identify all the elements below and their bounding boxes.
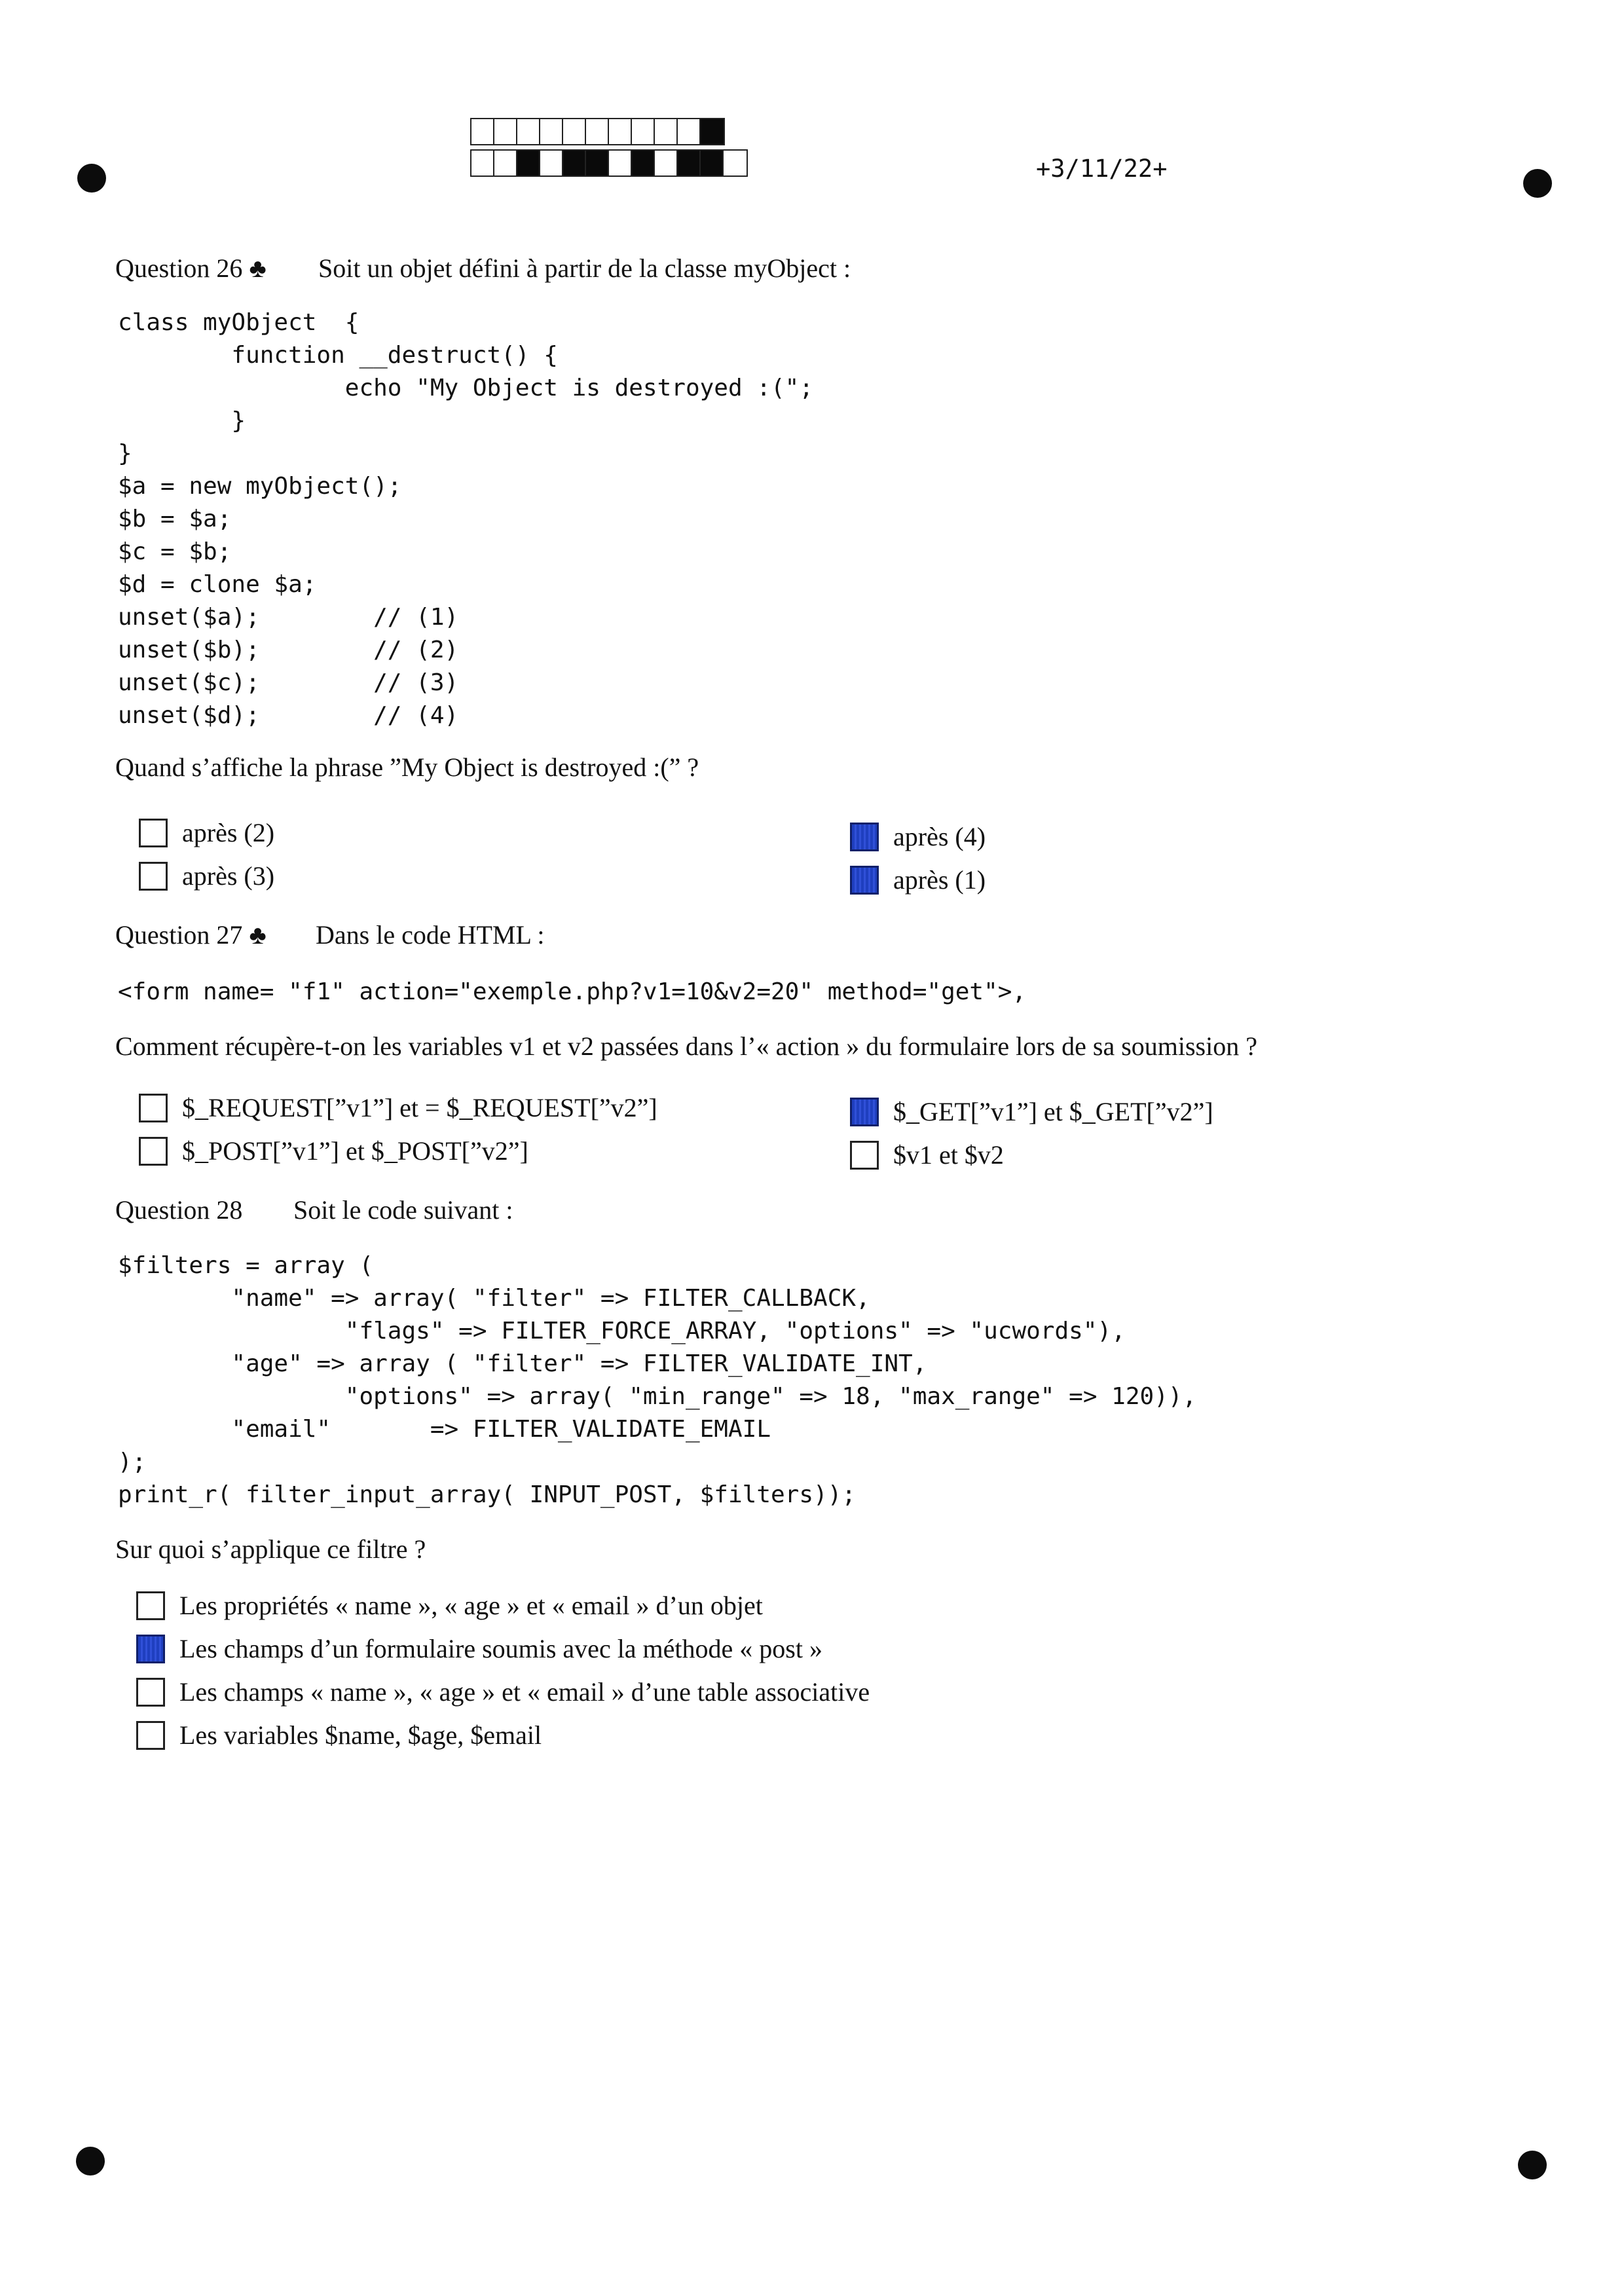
- id-grid-cell: [632, 151, 655, 176]
- id-grid-cell: [701, 151, 724, 176]
- page-id: +3/11/22+: [1036, 155, 1168, 183]
- id-grid-cell: [586, 151, 609, 176]
- id-grid-cell: [563, 151, 586, 176]
- question-26-code: class myObject { function __destruct() { echo "My Object is destroyed :("; } } $a = new myObject(); $b = $a; $c = $b; $d = clone $a; unset($a); // (1) unset($b); // (2) unset($c); // (3) unset($d); // (4): [118, 309, 814, 729]
- id-grid-cell: [586, 119, 609, 144]
- checkbox[interactable]: [850, 823, 879, 851]
- question-27-header: [115, 919, 545, 950]
- q27-option-3[interactable]: [850, 1096, 1213, 1127]
- question-28-header: [115, 1194, 513, 1225]
- id-grid-cell: [632, 119, 655, 144]
- registration-dot-bottom-right: [1518, 2151, 1547, 2179]
- option-label: $_REQUEST[”v1”] et = $_REQUEST[”v2”]: [182, 1093, 657, 1122]
- question-27-code: <form name= "f1" action="exemple.php?v1=10&v2=20" method="get">,: [118, 978, 1027, 1005]
- checkbox[interactable]: [136, 1591, 165, 1620]
- id-grid-bottom: [470, 149, 748, 177]
- q27-option-1[interactable]: [139, 1092, 657, 1123]
- option-label: $v1 et $v2: [893, 1140, 1004, 1170]
- checkbox[interactable]: [139, 1137, 168, 1166]
- id-grid-cell: [471, 151, 494, 176]
- question-26-header: [115, 253, 851, 284]
- q27-option-2[interactable]: [139, 1136, 528, 1166]
- option-label: Les propriétés « name », « age » et « email » d’un objet: [179, 1591, 763, 1620]
- option-label: après (1): [893, 865, 986, 895]
- checkbox[interactable]: [139, 862, 168, 891]
- option-label: $_POST[”v1”] et $_POST[”v2”]: [182, 1136, 528, 1166]
- registration-dot-top-left: [77, 164, 106, 193]
- id-grid-cell: [540, 151, 563, 176]
- option-label: Les variables $name, $age, $email: [179, 1720, 542, 1750]
- option-label: Les champs d’un formulaire soumis avec la méthode « post »: [179, 1634, 822, 1663]
- id-grid-cell: [678, 151, 701, 176]
- id-grid-cell: [471, 119, 494, 144]
- q26-option-4[interactable]: [850, 864, 986, 895]
- option-label: après (4): [893, 822, 986, 851]
- question-27-prompt: Comment récupère-t-on les variables v1 et v2 passées dans l’« action » du formulaire lors de sa soumission ?: [115, 1031, 1257, 1061]
- id-grid-cell: [517, 151, 540, 176]
- checkbox[interactable]: [136, 1678, 165, 1707]
- question-28-prompt: Sur quoi s’applique ce filtre ?: [115, 1534, 426, 1564]
- q28-option-3[interactable]: [136, 1676, 870, 1707]
- id-grid-cell: [609, 119, 632, 144]
- club-icon: ♣: [249, 253, 267, 283]
- id-grid-top: [470, 118, 725, 145]
- question-26-text: Soit un objet défini à partir de la classe myObject :: [318, 253, 851, 283]
- registration-dot-top-right: [1523, 169, 1552, 198]
- checkbox[interactable]: [850, 866, 879, 895]
- question-28-code: $filters = array ( "name" => array( "filter" => FILTER_CALLBACK, "flags" => FILTER_FORCE_ARRAY, "options" => "ucwords"), "age" => array ( "filter" => FILTER_VALIDATE_INT, "options" => array( "min_range" => 18, "max_range" => 120)), "email" => FILTER_VALIDATE_EMAIL ); print_r( filter_input_array( INPUT_POST, $filters));: [118, 1252, 1197, 1508]
- question-28-text: Soit le code suivant :: [293, 1195, 513, 1225]
- checkbox[interactable]: [139, 819, 168, 847]
- id-grid-cell: [494, 119, 517, 144]
- q28-option-4[interactable]: [136, 1720, 542, 1750]
- club-icon: ♣: [249, 920, 267, 950]
- q26-option-2[interactable]: [139, 861, 274, 891]
- q27-option-4[interactable]: [850, 1139, 1004, 1170]
- q26-option-1[interactable]: [139, 817, 274, 848]
- id-grid-cell: [540, 119, 563, 144]
- id-grid-cell: [701, 119, 724, 144]
- checkbox[interactable]: [136, 1635, 165, 1663]
- option-label: après (2): [182, 818, 275, 847]
- id-grid-cell: [563, 119, 586, 144]
- id-grid-cell: [655, 119, 678, 144]
- q28-option-2[interactable]: [136, 1633, 822, 1664]
- registration-dot-bottom-left: [76, 2147, 105, 2176]
- question-28-label: Question 28: [115, 1195, 243, 1225]
- id-grid-cell: [655, 151, 678, 176]
- q28-option-1[interactable]: [136, 1590, 763, 1621]
- id-grid-cell: [724, 151, 747, 176]
- question-27-label: Question 27: [115, 920, 243, 950]
- q26-option-3[interactable]: [850, 821, 986, 852]
- option-label: $_GET[”v1”] et $_GET[”v2”]: [893, 1097, 1213, 1126]
- id-grid-cell: [494, 151, 517, 176]
- checkbox[interactable]: [139, 1094, 168, 1122]
- id-grid-cell: [609, 151, 632, 176]
- id-grid-cell: [517, 119, 540, 144]
- checkbox[interactable]: [850, 1098, 879, 1126]
- question-27-text: Dans le code HTML :: [316, 920, 545, 950]
- option-label: après (3): [182, 861, 275, 891]
- question-26-label: Question 26: [115, 253, 243, 283]
- checkbox[interactable]: [136, 1721, 165, 1750]
- id-grid-cell: [678, 119, 701, 144]
- option-label: Les champs « name », « age » et « email » d’une table associative: [179, 1677, 870, 1707]
- checkbox[interactable]: [850, 1141, 879, 1170]
- question-26-prompt: Quand s’affiche la phrase ”My Object is destroyed :(” ?: [115, 752, 699, 782]
